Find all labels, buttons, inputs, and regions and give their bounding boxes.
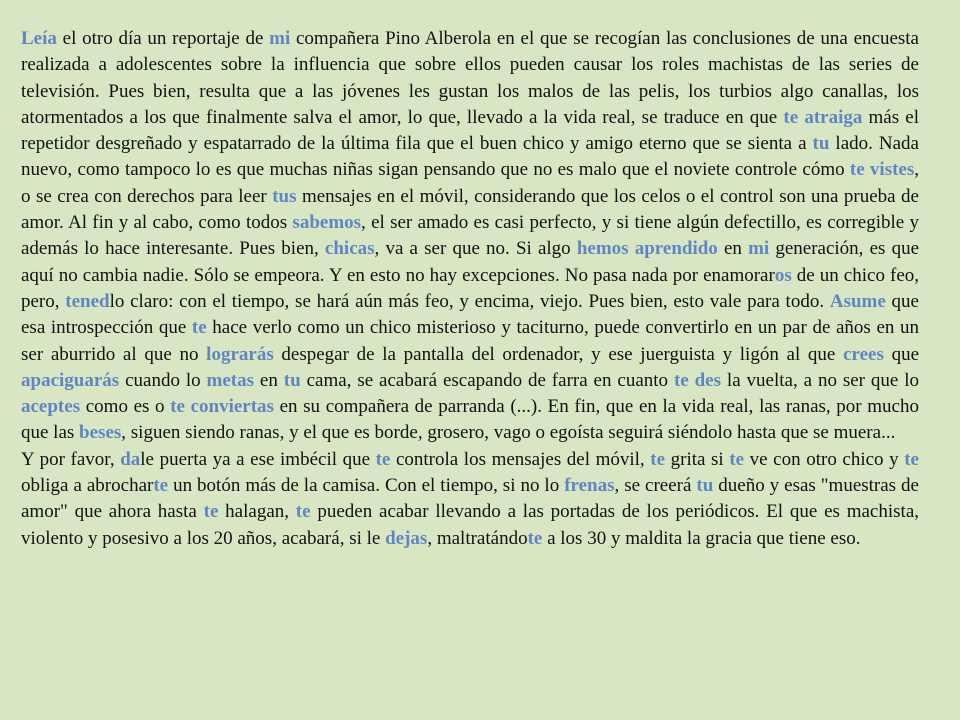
text-run: , siguen siendo ranas, y el que es borde, grosero, vago o egoísta seguirá siéndolo hasta que se muera...: [121, 422, 896, 444]
highlighted-word: aceptes: [21, 396, 81, 418]
text-run: en: [717, 238, 749, 260]
highlighted-word: te conviertas: [170, 396, 274, 418]
text-run: que: [883, 343, 920, 365]
text-run: de un chico feo, pero,: [21, 264, 919, 312]
text-run: un botón más de la camisa. Con el tiempo, si no lo: [168, 475, 565, 497]
highlighted-word: te: [375, 448, 391, 470]
highlighted-word: te: [729, 448, 745, 470]
highlighted-word: tu: [283, 369, 301, 391]
highlighted-word: mi: [269, 28, 291, 49]
text-run: controla los mensajes del móvil,: [390, 448, 651, 470]
highlighted-word: apaciguarás: [21, 369, 120, 391]
highlighted-word: te: [203, 501, 219, 523]
text-run: halagan,: [218, 501, 296, 523]
highlighted-word: hemos aprendido: [576, 238, 718, 260]
highlighted-word: te atraiga: [783, 106, 863, 128]
text-run: en: [254, 369, 284, 391]
text-run: grita si: [665, 448, 730, 470]
highlighted-word: te: [295, 501, 311, 523]
text-run: compañera Pino Alberola en el que se recogían las conclusiones de una encuesta realizada a adolescentes sobre la influencia que sobre ellos pueden causar los roles machistas de las series de televisión. Pues bien, resulta que a las jóvenes les gustan los malos de las pelis, los turbios algo canallas, los atormentados a los que finalmente salva el amor, lo que, llevado a la vida real, se traduce en que: [21, 28, 919, 128]
text-run: , o se crea con derechos para leer: [21, 159, 920, 207]
highlighted-word: te: [153, 475, 169, 497]
highlighted-word: lograrás: [206, 343, 274, 365]
highlighted-word: te des: [673, 369, 722, 391]
highlighted-word: tened: [65, 290, 110, 312]
text-run: le puerta ya a ese imbécil que: [140, 448, 376, 470]
highlighted-word: beses: [79, 422, 122, 444]
highlighted-word: chicas: [324, 238, 375, 260]
text-run: la vuelta, a no ser que lo: [721, 369, 920, 391]
text-run: , el ser amado es casi perfecto, y si tiene algún defectillo, es corregible y además lo hace interesante. Pues bien,: [21, 212, 920, 260]
paragraph-2: [21, 447, 919, 552]
highlighted-word: te: [527, 527, 543, 549]
text-run: que esa introspección que: [21, 290, 919, 339]
text-run: más el repetidor desgreñado y espatarrado de la última fila que el buen chico y amigo eterno que se sienta a: [21, 106, 919, 155]
text-run: lado. Nada nuevo, como tampoco lo es que muchas niñas sigan pensando que no es malo que el noviete controle cómo: [21, 133, 919, 181]
text-run: , se creerá: [614, 475, 697, 497]
text-run: obliga a abrochar: [21, 475, 154, 497]
highlighted-word: sabemos: [292, 212, 362, 234]
highlighted-word: te: [191, 317, 207, 339]
text-run: despegar de la pantalla del ordenador, y ese juerguista y ligón al que: [273, 343, 844, 365]
highlighted-word: crees: [843, 343, 884, 365]
text-run: Y por favor,: [21, 448, 121, 470]
text-run: pueden acabar llevando a las portadas de los periódicos. El que es machista, violento y posesivo a los 20 años, acabará, si le: [21, 501, 919, 549]
text-run: generación, es que aquí no cambia nadie. Sólo se empeora. Y en esto no hay excepciones. No pasa nada por enamorar: [21, 238, 920, 286]
text-run: mensajes en el móvil, considerando que los celos o el control son una prueba de amor. Al fin y al cabo, como todos: [21, 185, 919, 234]
highlighted-word: metas: [206, 369, 255, 391]
text-run: ve con otro chico y: [744, 448, 905, 470]
text-run: el otro día un reportaje de: [56, 28, 270, 49]
highlighted-word: dejas: [385, 527, 428, 549]
highlighted-word: tu: [696, 475, 714, 497]
text-run: como es o: [80, 396, 171, 418]
text-run: dueño y esas "muestras de amor" que ahora hasta: [21, 475, 919, 523]
highlighted-word: te vistes: [849, 159, 915, 181]
article-text: [21, 26, 919, 552]
text-run: en su compañera de parranda (...). En fin, que en la vida real, las ranas, por mucho que las: [21, 396, 919, 444]
text-run: lo claro: con el tiempo, se hará aún más feo, y encima, viejo. Pues bien, esto vale para todo.: [109, 290, 830, 312]
text-run: hace verlo como un chico misterioso y taciturno, puede convertirlo en un par de años en un ser aburrido al que no: [21, 317, 919, 365]
highlighted-word: frenas: [564, 475, 615, 497]
highlighted-word: te: [650, 448, 666, 470]
text-run: cuando lo: [119, 369, 207, 391]
highlighted-word: Asume: [829, 290, 886, 312]
text-run: , va a ser que no. Si algo: [374, 238, 577, 260]
highlighted-word: mi: [748, 238, 770, 260]
highlighted-word: te: [904, 448, 919, 470]
highlighted-word: os: [774, 264, 792, 286]
text-run: , maltratándo: [427, 527, 528, 549]
text-run: cama, se acabará escapando de farra en cuanto: [300, 369, 674, 391]
highlighted-word: da: [120, 448, 141, 470]
text-run: a los 30 y maldita la gracia que tiene eso.: [542, 527, 861, 549]
paragraph-1: [21, 26, 919, 447]
highlighted-word: Leía: [21, 28, 57, 49]
highlighted-word: tu: [812, 133, 830, 155]
highlighted-word: tus: [272, 185, 297, 207]
